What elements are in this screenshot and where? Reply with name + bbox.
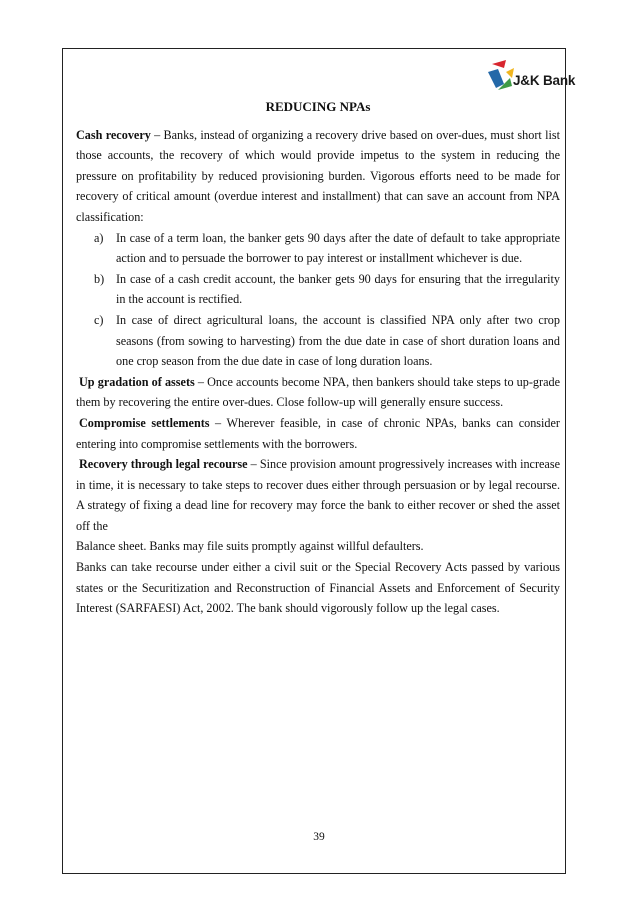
cash-recovery-paragraph — [76, 125, 560, 228]
list-item-text: In case of a cash credit account, the banker gets 90 days for ensuring that the irregularity in the account is rectified. — [116, 271, 560, 307]
legal-recourse-text: – Since provision amount progressively increases with increase in time, it is necessary to take steps to recover dues either through persuasion or by legal recourse. A strategy of fixing a dead line for recovery may force the bank to either recover or shed the asset off the — [76, 457, 560, 533]
page-number: 39 — [313, 831, 325, 843]
list-marker: c) — [94, 312, 104, 327]
recovery-conditions-list — [76, 228, 560, 372]
sarfaesi-paragraph: Banks can take recourse under either a civil suit or the Special Recovery Acts passed by various states or the Securitization and Reconstruction of Financial Assets and Enforcement of Security Interest (SARFAESI) Act, 2002. The bank should vigorously follow up the legal cases. — [76, 560, 560, 616]
compromise-text: – Wherever feasible, in case of chronic NPAs, banks can consider entering into compromise settlements with the borrowers. — [76, 415, 560, 451]
cash-recovery-text: – Banks, instead of organizing a recovery drive based on over-dues, must short list those accounts, the recovery of which would provide impetus to the system in reducing the pressure on profitability by reduced provisioning burden. Vigorous efforts need to be made for recovery of critical amount (overdue interest and installment) that can save an account from NPA classification: — [76, 127, 560, 224]
compromise-paragraph — [76, 413, 560, 454]
cash-recovery-term: Cash recovery — [76, 127, 151, 142]
list-item-text: In case of direct agricultural loans, the account is classified NPA only after two crop seasons (from sowing to harvesting) from the due date in case of short duration loans and one crop season from the due date in case of long duration loans. — [116, 312, 560, 369]
upgradation-term: Up gradation of assets — [79, 374, 195, 389]
document-body — [76, 97, 560, 619]
bank-name: J&K Bank — [513, 73, 576, 88]
upgradation-text: – Once accounts become NPA, then bankers should take steps to up-grade them by recovering the entire over-dues. Close follow-up will generally ensure success. — [76, 374, 560, 410]
list-item — [94, 228, 560, 269]
upgradation-paragraph — [76, 372, 560, 413]
page-title: REDUCING NPAs — [265, 99, 371, 114]
list-item — [94, 310, 560, 372]
legal-recourse-paragraph — [76, 454, 560, 536]
legal-recourse-continuation: Balance sheet. Banks may file suits promptly against willful defaulters. — [76, 539, 424, 554]
compromise-term: Compromise settlements — [79, 415, 210, 430]
list-marker: a) — [94, 230, 104, 245]
legal-recourse-term: Recovery through legal recourse — [79, 457, 248, 472]
list-item-text: In case of a term loan, the banker gets 90 days after the date of default to take appropriate action and to persuade the borrower to pay interest or installment whichever is due. — [116, 230, 560, 266]
list-item — [94, 269, 560, 310]
list-marker: b) — [94, 271, 105, 286]
